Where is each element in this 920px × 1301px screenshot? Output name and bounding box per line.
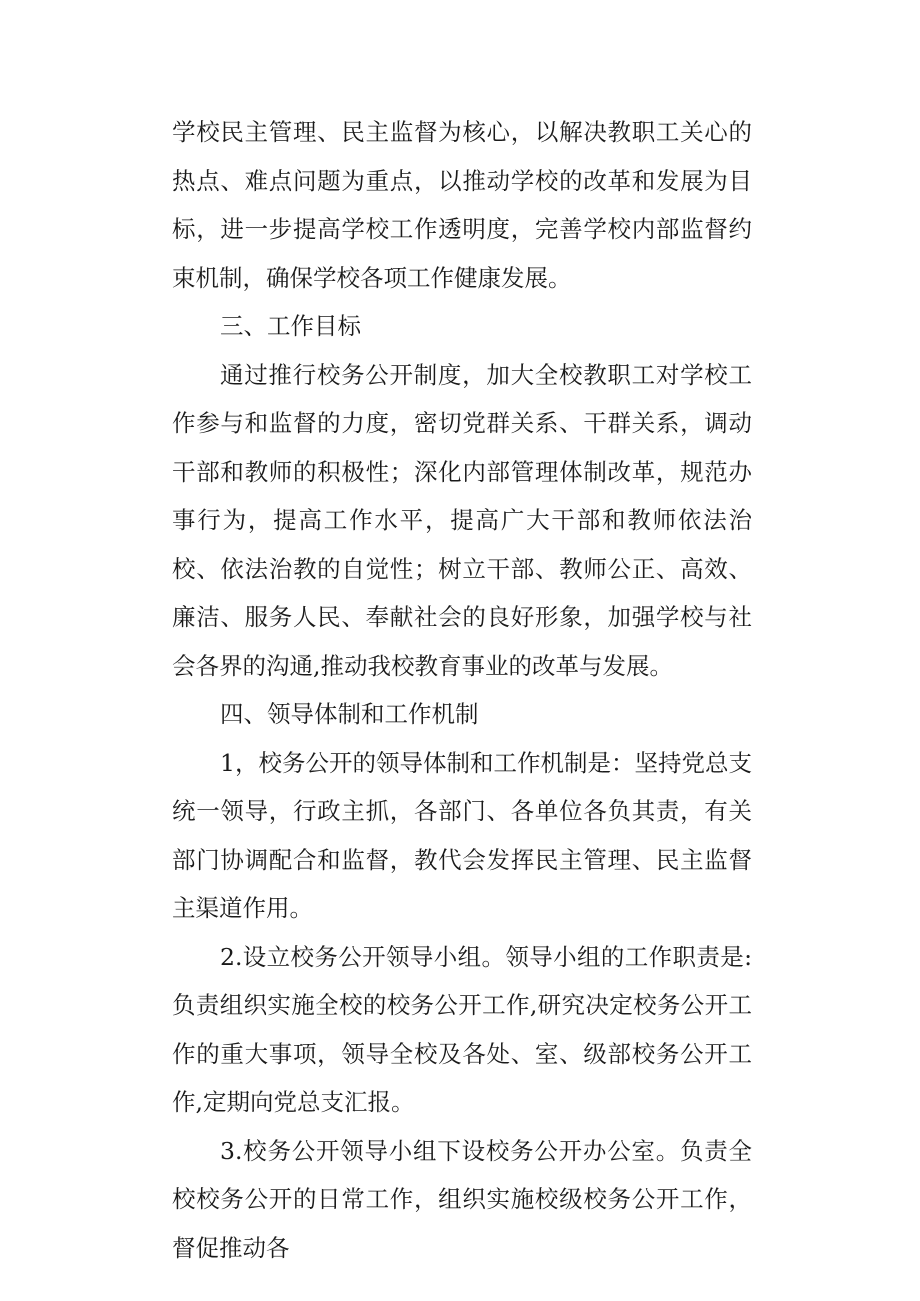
section-heading-work-goals: 三、工作目标 <box>220 312 361 340</box>
section-heading-leadership: 四、领导体制和工作机制 <box>220 700 479 728</box>
paragraph-continued: 学校民主管理、民主监督为核心，以解决教职工关心的热点、难点问题为重点，以推动学校的改革和发展为目标，进一步提高学校工作透明度，完善学校内部监督约束机制，确保学校各项工作健康发展。 <box>172 118 752 292</box>
paragraph-item-1: 1，校务公开的领导体制和工作机制是：坚持党总支统一领导，行政主抓，各部门、各单位各负其责，有关部门协调配合和监督，教代会发挥民主管理、民主监督主渠道作用。 <box>172 748 752 922</box>
paragraph-work-goals: 通过推行校务公开制度，加大全校教职工对学校工作参与和监督的力度，密切党群关系、干群关系，调动干部和教师的积极性；深化内部管理体制改革，规范办事行为，提高工作水平，提高广大干部和教师依法治校、依法治教的自觉性；树立干部、教师公正、高效、廉洁、服务人民、奉献社会的良好形象，加强学校与社会各界的沟通,推动我校教育事业的改革与发展。 <box>172 360 752 680</box>
document-body <box>172 108 752 1272</box>
paragraph-item-3: 3.校务公开领导小组下设校务公开办公室。负责全校校务公开的日常工作，组织实施校级校务公开工作，督促推动各 <box>172 1136 752 1262</box>
paragraph-item-2: 2.设立校务公开领导小组。领导小组的工作职责是:负责组织实施全校的校务公开工作,研究决定校务公开工作的重大事项，领导全校及各处、室、级部校务公开工作,定期向党总支汇报。 <box>172 942 752 1116</box>
